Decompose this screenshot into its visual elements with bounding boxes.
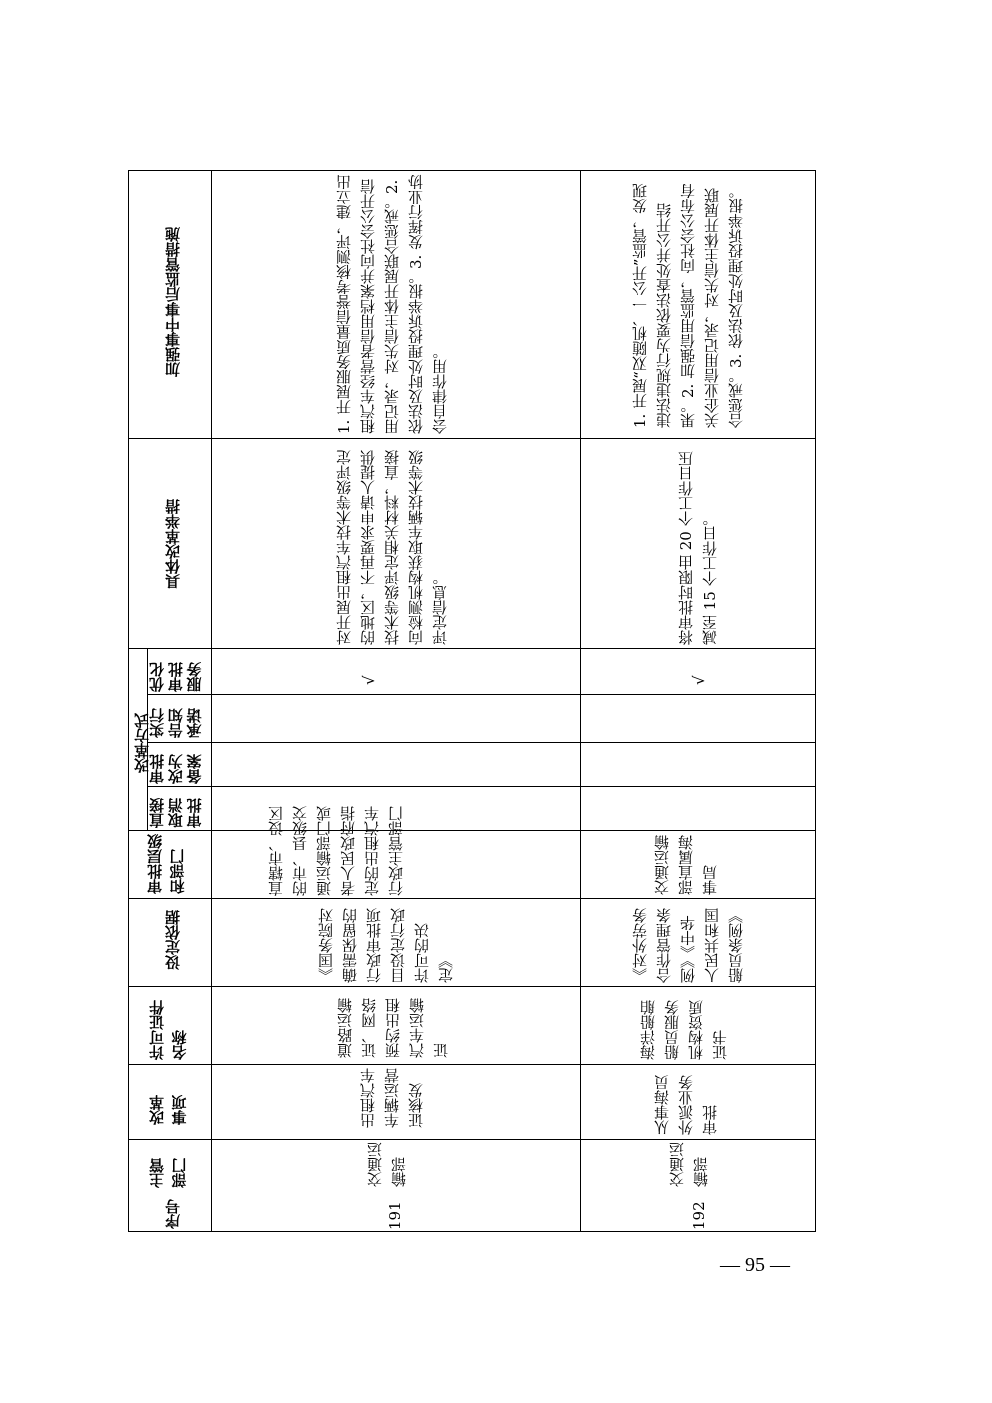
row-192-license: 海洋船舶船员服务机构资质证书 bbox=[639, 1000, 729, 1060]
row-191-level: 直辖市、设区的市、县级交通运输部门或者人民政府指定的出租汽车行政主管部门 bbox=[267, 806, 405, 896]
row-191-optimize: √ bbox=[360, 675, 378, 685]
header-basis: 设定依据 bbox=[164, 910, 182, 970]
header-license: 许可证件名称 bbox=[148, 1000, 189, 1060]
row-191-license: 道路运输证、网络预约出租汽车运输证 bbox=[336, 998, 450, 1058]
row-192-level: 交通运输部直属海事局 bbox=[653, 835, 719, 895]
header-dept: 主管部门 bbox=[148, 1158, 189, 1188]
row-192-item: 从事海员外派业务审批 bbox=[653, 1075, 719, 1135]
row-191-basis: 《国务院对确需保留的行政审批项目设定行政许可的决定》 bbox=[317, 908, 455, 983]
row-191-supervision: 1. 开展服务质量信誉考核测评，建立出租汽车经营者信用档案并向社会公开信用记录，对失信主体开展联合惩戒。2. 依法及时处理投诉举报。3. 发挥行业协会自律作用。 bbox=[335, 174, 449, 434]
row-191-measures: 对开展出租汽车技术等级评定的地区，不再要求申请人提供技术等级评定相关材料，直接向检测机构获取车辆技术等级评定信息。 bbox=[335, 450, 449, 645]
header-filing: 审批改为备案 bbox=[148, 754, 204, 784]
row-192-basis: 《对外劳务合作管理条例》《中华人民共和国船员条例》 bbox=[631, 908, 745, 983]
header-measures: 具体改革举措 bbox=[164, 499, 182, 589]
page-number: — 95 — bbox=[720, 1254, 790, 1276]
row-192-measures: 将审批时限由 20 个工作日压减至 15 个工作日。 bbox=[677, 451, 719, 645]
row-192-dept: 交通运输部 bbox=[668, 1142, 710, 1187]
header-supervision: 加强事中事后监管措施 bbox=[164, 227, 182, 377]
header-item: 改革事项 bbox=[148, 1095, 189, 1125]
row-192-optimize: √ bbox=[690, 675, 708, 685]
header-notify: 实行告知承诺 bbox=[148, 708, 204, 738]
header-level: 审批层级和部门 bbox=[146, 834, 187, 894]
header-cancel: 直接取消审批 bbox=[148, 798, 204, 828]
header-reform-method: 改革方式 bbox=[133, 713, 151, 773]
header-optimize: 优化审批服务 bbox=[148, 662, 204, 692]
row-191-item: 出租汽车车辆运营证核发 bbox=[359, 1068, 425, 1128]
header-seq: 序号 bbox=[164, 1199, 182, 1229]
row-192-seq: 192 bbox=[690, 1201, 708, 1230]
row-191-dept: 交通运输部 bbox=[366, 1142, 408, 1187]
row-191-seq: 191 bbox=[386, 1201, 404, 1230]
row-192-supervision: 1. 开展“双随机、一公开”监管，发现违法违规行为要依法查处并公开结果。2. 加强信用监管，向社会公布有关企业信用记录，对失信主体开展联合惩戒。3. 依法及时处理投诉举报。 bbox=[631, 183, 745, 428]
